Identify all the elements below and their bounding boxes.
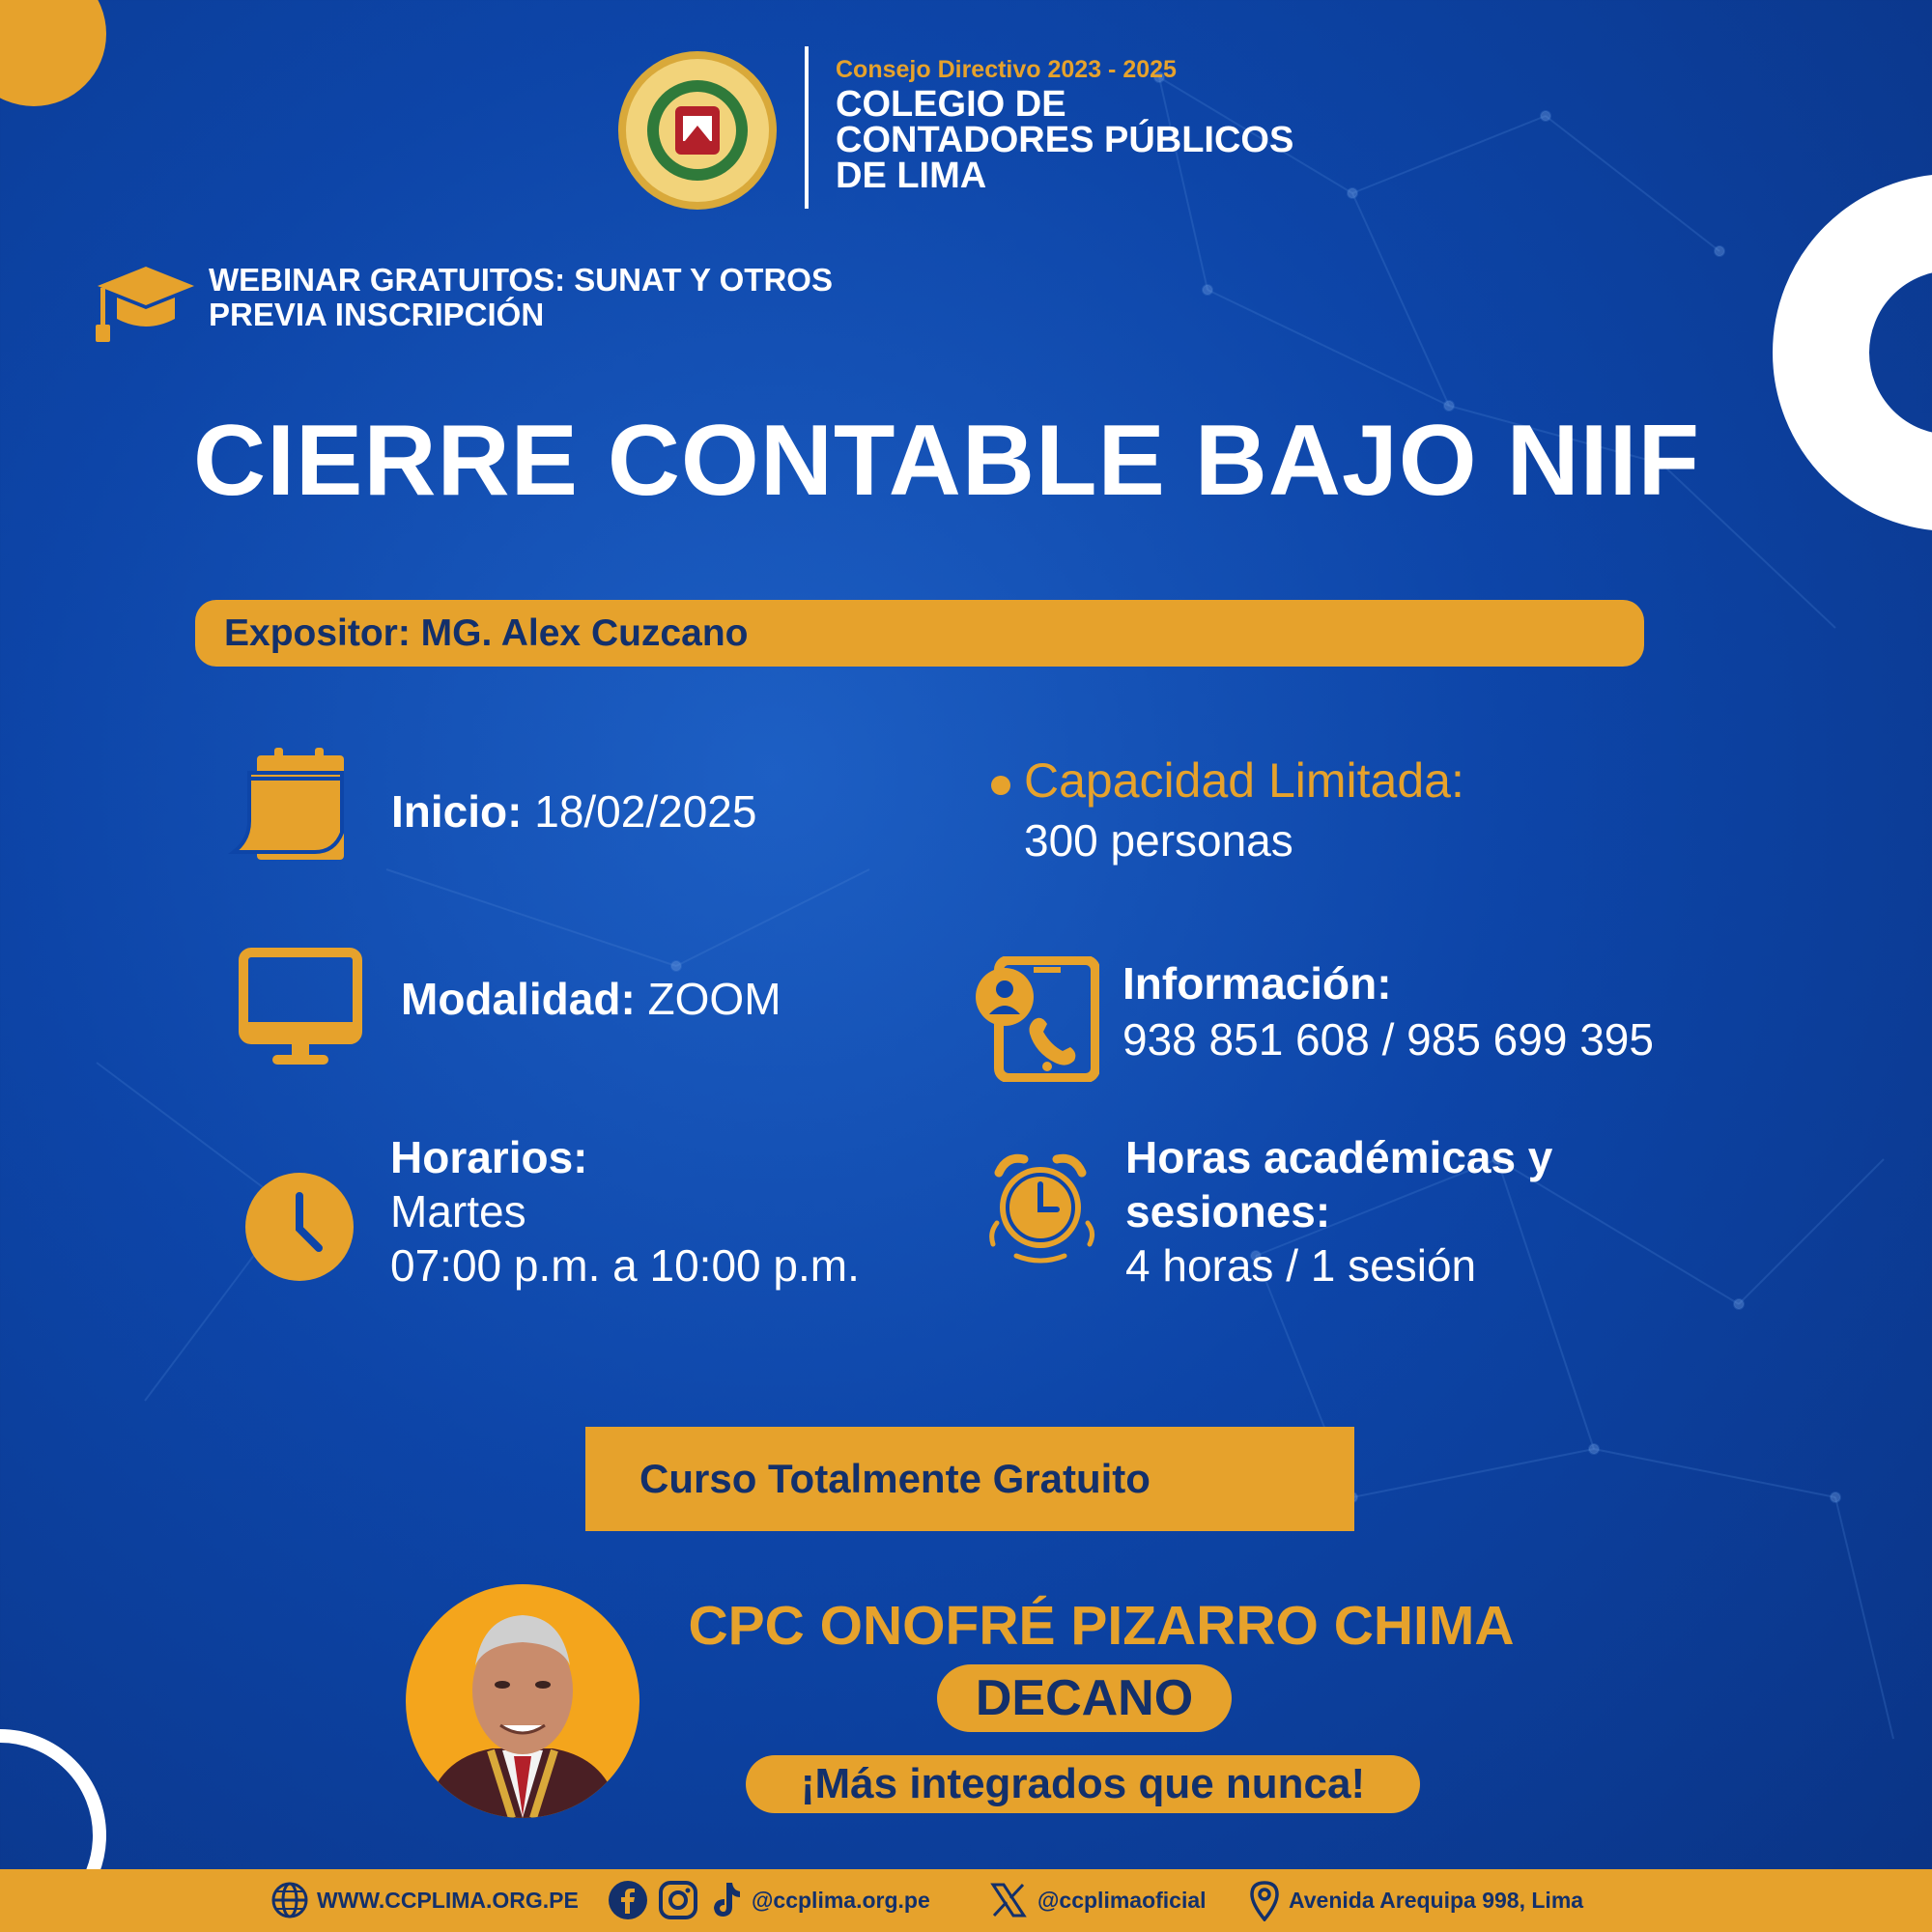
- schedule: [390, 1130, 860, 1293]
- clock-icon: [243, 1171, 355, 1283]
- webinar-line-2: PREVIA INSCRIPCIÓN: [209, 297, 545, 332]
- x-handle: @ccplimaoficial: [1037, 1887, 1207, 1913]
- webinar-line-1: WEBINAR GRATUITOS: SUNAT Y OTROS: [209, 262, 833, 298]
- tiktok-icon[interactable]: [707, 1879, 744, 1921]
- schedule-day: Martes: [390, 1186, 526, 1236]
- footer-website[interactable]: [270, 1879, 579, 1921]
- free-course-banner: Curso Totalmente Gratuito: [585, 1427, 1354, 1531]
- header-divider: [805, 46, 809, 209]
- alarm-clock-icon: [987, 1148, 1113, 1273]
- location-pin-icon: [1248, 1879, 1281, 1921]
- bullet-dot: [991, 776, 1010, 795]
- dean-role-badge: DECANO: [937, 1664, 1232, 1732]
- capacity-value: 300 personas: [1024, 815, 1293, 866]
- schedule-label: Horarios:: [390, 1132, 588, 1182]
- institution-name: [836, 84, 1377, 196]
- schedule-time: 07:00 p.m. a 10:00 p.m.: [390, 1240, 860, 1291]
- academic-hours: [1125, 1130, 1666, 1293]
- slogan-badge: ¡Más integrados que nunca!: [746, 1755, 1420, 1813]
- institution-line: CONTADORES PÚBLICOS: [836, 120, 1294, 160]
- website-text: WWW.CCPLIMA.ORG.PE: [317, 1887, 579, 1913]
- mode-label: Modalidad:: [401, 974, 636, 1024]
- phone-contact-icon: [974, 956, 1099, 1082]
- footer-social[interactable]: [607, 1879, 930, 1921]
- capacity-label: Capacidad Limitada:: [1024, 753, 1464, 808]
- monitor-icon: [238, 947, 363, 1072]
- x-logo-icon[interactable]: [987, 1879, 1030, 1921]
- mode: [401, 972, 781, 1026]
- graduation-cap-icon: [93, 259, 199, 346]
- speaker-banner: Expositor: MG. Alex Cuzcano: [195, 600, 1644, 667]
- globe-icon: [270, 1881, 309, 1919]
- social-handle: @ccplima.org.pe: [752, 1887, 930, 1913]
- calendar-icon: [228, 744, 354, 869]
- council-period: Consejo Directivo 2023 - 2025: [836, 56, 1177, 83]
- mode-value: ZOOM: [647, 974, 781, 1024]
- address-text: Avenida Arequipa 998, Lima: [1289, 1887, 1584, 1913]
- info-label: Información:: [1122, 958, 1392, 1009]
- start-date: [391, 784, 756, 838]
- hours-label-2: sesiones:: [1125, 1186, 1331, 1236]
- footer-x[interactable]: [987, 1879, 1207, 1921]
- facebook-icon[interactable]: [607, 1879, 649, 1921]
- webinar-tagline: [209, 263, 833, 332]
- instagram-icon[interactable]: [657, 1879, 699, 1921]
- institution-line: COLEGIO DE: [836, 84, 1066, 125]
- dean-portrait-illustration: [406, 1584, 639, 1818]
- footer-address[interactable]: [1248, 1879, 1583, 1921]
- dean-photo: [406, 1584, 639, 1818]
- hours-value: 4 horas / 1 sesión: [1125, 1240, 1477, 1291]
- course-title: CIERRE CONTABLE BAJO NIIF: [192, 405, 1700, 517]
- info-phone-numbers[interactable]: 938 851 608 / 985 699 395: [1122, 1014, 1654, 1065]
- institution-line: DE LIMA: [836, 156, 987, 196]
- institution-seal-logo: [615, 48, 780, 213]
- dean-name: CPC ONOFRÉ PIZARRO CHIMA: [688, 1595, 1515, 1657]
- start-label: Inicio:: [391, 786, 523, 837]
- start-value: 18/02/2025: [534, 786, 757, 837]
- hours-label-1: Horas académicas y: [1125, 1132, 1553, 1182]
